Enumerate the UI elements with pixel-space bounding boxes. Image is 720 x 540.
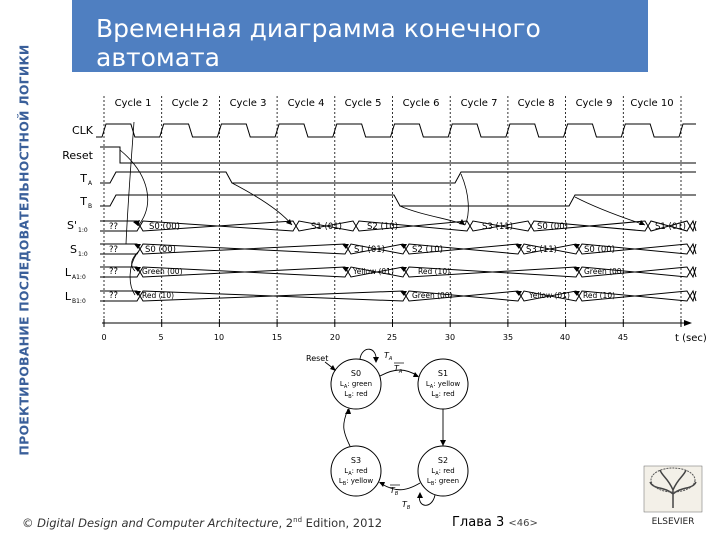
page-title: Временная диаграмма конечного автомата xyxy=(96,14,541,72)
signal-lb-label: L xyxy=(64,290,71,303)
cycle-label: Cycle 5 xyxy=(344,98,382,109)
signal-la-label: L xyxy=(64,266,71,279)
reset-waveform xyxy=(100,147,696,163)
signal-s-sub: 1:0 xyxy=(78,251,88,258)
s-value: S3 (11) xyxy=(526,245,557,255)
cycle-label: Cycle 2 xyxy=(171,98,209,109)
edge-s3-s0 xyxy=(344,409,350,446)
axis-unit-label: t (sec) xyxy=(675,333,707,344)
axis-tick-label: 20 xyxy=(329,333,341,342)
fsm-tb-bar-label: $T_B$ xyxy=(390,486,399,497)
s-value: S1 (01) xyxy=(354,245,385,255)
signal-s-label: S xyxy=(70,243,77,256)
arrow-ta-snext-2 xyxy=(461,174,468,225)
ta-waveform xyxy=(100,172,696,183)
signal-snext-label: S' xyxy=(66,219,77,232)
axis-tick-label: 45 xyxy=(617,333,629,342)
axis-arrow-icon xyxy=(684,320,692,326)
cycle-label: Cycle 8 xyxy=(517,98,555,109)
arrow-clk-s xyxy=(126,122,134,244)
arrow-tb-snext xyxy=(400,206,465,225)
lb-value: Red (10) xyxy=(583,291,616,300)
lb-value: ?? xyxy=(109,291,119,301)
state-s2-out2: $L_B$: green xyxy=(426,477,460,487)
edge-s2-s3 xyxy=(380,483,420,490)
la-value: ?? xyxy=(109,267,119,277)
s-value: S2 (10) xyxy=(412,245,443,255)
axis-tick-label: 30 xyxy=(444,333,456,342)
state-s2-out1: $L_A$: red xyxy=(431,467,455,477)
s-value: S0 (00) xyxy=(145,245,176,255)
signal-names xyxy=(62,124,94,305)
axis-tick-label: 35 xyxy=(502,333,514,342)
signal-la-sub: A1:0 xyxy=(72,274,86,281)
snext-value: S0 (00) xyxy=(149,222,180,232)
snext-bus-upper xyxy=(100,221,696,231)
state-s1-out2: $L_B$: red xyxy=(431,390,455,400)
arrow-head xyxy=(417,492,423,498)
snext-value: S0 (00) xyxy=(537,222,568,232)
axis-tick-label: 15 xyxy=(271,333,283,342)
clk-waveform xyxy=(96,124,696,137)
self-loop-s2 xyxy=(419,493,435,505)
fsm-diagram xyxy=(306,349,468,511)
fsm-ta-bar-label: $T_A$ xyxy=(394,364,403,375)
sidebar-title: ПРОЕКТИРОВАНИЕ ПОСЛЕДОВАТЕЛЬНОСТНОЙ ЛОГИКИ xyxy=(16,44,32,456)
lb-value: Yellow (01) xyxy=(529,291,570,300)
state-s3-out2: $L_B$: yellow xyxy=(338,477,374,487)
arrow-ta-snext xyxy=(232,183,292,225)
axis-tick-label: 10 xyxy=(213,333,225,342)
signal-snext-sub: 1:0 xyxy=(78,227,88,234)
signal-tb-label: T xyxy=(80,195,87,208)
fsm-reset-label: Reset xyxy=(306,354,329,363)
s-value: S0 (00) xyxy=(584,245,615,255)
state-s1-out1: $L_A$: yellow xyxy=(425,380,461,390)
cycle-label: Cycle 10 xyxy=(630,98,674,109)
tb-waveform xyxy=(100,195,696,206)
la-value: Green (00) xyxy=(584,267,625,276)
state-s1-name: S1 xyxy=(437,369,449,378)
fsm-tb-label-loop: $T_B$ xyxy=(402,500,411,511)
axis-tick-label: 0 xyxy=(101,333,107,342)
arrow-head xyxy=(440,440,446,446)
fsm-ta-label-loop: $T_A$ xyxy=(384,351,393,362)
la-value: Yellow (01) xyxy=(353,267,394,276)
state-s0-out1: $L_A$: green xyxy=(339,380,373,390)
signal-reset-label: Reset xyxy=(62,149,93,162)
cycle-label: Cycle 9 xyxy=(575,98,613,109)
cycle-label: Cycle 3 xyxy=(229,98,267,109)
snext-value: S3 (11) xyxy=(482,222,513,232)
arrow-head xyxy=(330,365,336,371)
state-s3-name: S3 xyxy=(350,456,362,465)
cycle-label: Cycle 7 xyxy=(460,98,498,109)
lb-value: Green (00) xyxy=(412,291,453,300)
arrow-head xyxy=(373,357,379,363)
snext-value: S2 (10) xyxy=(367,222,398,232)
time-axis xyxy=(101,319,706,344)
la-value: Red (10) xyxy=(418,267,451,276)
snext-value: S1 (01) xyxy=(311,222,342,232)
state-s2-name: S2 xyxy=(437,456,449,465)
signal-ta-sub: A xyxy=(88,180,93,187)
lb-value: Red (10) xyxy=(142,291,175,300)
logo-text: ELSEVIER xyxy=(651,517,695,527)
axis-tick-label: 25 xyxy=(386,333,398,342)
s-value: ?? xyxy=(109,245,119,255)
la-value: Green (00) xyxy=(142,267,183,276)
axis-tick-label: 40 xyxy=(559,333,571,342)
snext-bus-lower xyxy=(100,221,696,231)
signal-clk-label: CLK xyxy=(71,124,93,137)
signal-lb-sub: B1:0 xyxy=(72,298,86,305)
signal-ta-label: T xyxy=(80,172,87,185)
cycle-label: Cycle 4 xyxy=(287,98,325,109)
axis-tick-label: 5 xyxy=(158,333,164,342)
arrow-head xyxy=(413,372,419,377)
cycle-label: Cycle 1 xyxy=(114,98,152,109)
signal-tb-sub: B xyxy=(88,203,93,210)
arrow-head xyxy=(345,408,351,414)
arrow-head xyxy=(379,482,385,487)
arrow-tb-snext-2 xyxy=(575,197,645,225)
state-s0-out2: $L_B$: red xyxy=(344,390,368,400)
elsevier-logo xyxy=(638,464,708,530)
snext-value: S1 (01) xyxy=(655,222,686,232)
footer-page: Глава 3 <46> xyxy=(452,515,538,530)
cycle-label: Cycle 6 xyxy=(402,98,440,109)
snext-value: ?? xyxy=(109,222,119,232)
cycle-labels xyxy=(115,98,674,109)
state-s3-out1: $L_A$: red xyxy=(344,467,368,477)
state-s0-name: S0 xyxy=(350,369,362,378)
arrow-reset-snext xyxy=(120,150,148,226)
footer-copyright: © Digital Design and Computer Architecture, 2nd Edition, 2012 xyxy=(22,516,383,530)
arrow-s-lb xyxy=(130,252,138,295)
